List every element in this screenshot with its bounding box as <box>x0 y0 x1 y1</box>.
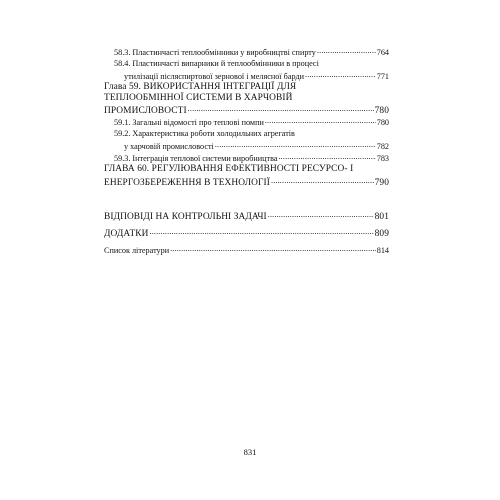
toc-entry-page: 780 <box>376 118 389 127</box>
toc-references[interactable] <box>104 244 389 256</box>
toc-entry-58-3[interactable] <box>114 46 389 58</box>
toc-entry-page: 771 <box>376 72 389 81</box>
toc-entry-page: 780 <box>374 106 389 116</box>
toc-entry-page: 764 <box>376 48 389 57</box>
toc-entry-page: 790 <box>374 178 389 188</box>
toc-entry-page: 782 <box>376 142 389 151</box>
toc-entry-text: 58.3. Пластинчасті теплообмінники у виробництві спирту <box>114 48 316 57</box>
toc-entry-58-4-cont[interactable] <box>124 70 389 82</box>
toc-entry-text: Список літератури <box>104 246 170 255</box>
toc-leader-dots <box>271 176 374 185</box>
toc-leader-dots <box>188 104 374 113</box>
toc-entry-page: 814 <box>376 246 389 255</box>
toc-leader-dots <box>265 116 376 125</box>
toc-entry-text: 59.2. Характеристика роботи холодильних агрегатів <box>114 129 295 138</box>
toc-entry-text: ЕНЕРГОЗБЕРЕЖЕННЯ В ТЕХНОЛОГІЇ <box>104 178 270 188</box>
toc-entry-59-3[interactable] <box>114 152 389 164</box>
toc-answers[interactable] <box>104 210 389 223</box>
toc-leader-dots <box>268 210 374 219</box>
toc-chapter-59[interactable] <box>104 82 296 93</box>
toc-entry-text: ВІДПОВІДІ НА КОНТРОЛЬНІ ЗАДАЧІ <box>104 212 267 222</box>
toc-entry-text: ГЛАВА 60. РЕГУЛЮВАННЯ ЕФЕКТИВНОСТІ РЕСУРСО- І <box>104 164 354 174</box>
toc-entry-page: 809 <box>374 229 389 239</box>
toc-entry-page: 801 <box>374 212 389 222</box>
toc-chapter-60[interactable] <box>104 164 353 175</box>
toc-entry-text: у харчовій промисловості <box>124 142 214 151</box>
page-number: 831 <box>243 447 257 457</box>
toc-leader-dots <box>170 244 376 253</box>
toc-leader-dots <box>150 227 374 236</box>
toc-entry-text: ДОДАТКИ <box>104 229 149 239</box>
toc-entry-59-2[interactable] <box>114 128 295 139</box>
toc-entry-59-2-cont[interactable] <box>124 140 389 152</box>
toc-entry-59-1[interactable] <box>114 116 389 128</box>
toc-entry-text: ПРОМИСЛОВОСТІ <box>104 106 187 116</box>
toc-entry-text: 59.1. Загальні відомості про теплові помпи <box>114 118 264 127</box>
toc-entry-text: утилізації післяспиртової зернової і меляcної барди <box>124 72 304 81</box>
toc-leader-dots <box>278 152 375 161</box>
toc-appendices[interactable] <box>104 227 389 240</box>
toc-entry-58-4[interactable] <box>114 58 319 69</box>
toc-leader-dots <box>305 70 376 79</box>
toc-entry-text: Глава 59. ВИКОРИСТАННЯ ІНТЕГРАЦІЇ ДЛЯ <box>104 82 297 92</box>
toc-leader-dots <box>215 140 376 149</box>
toc-entry-text: 58.4. Пластинчасті випарники й теплообмінники в процесі <box>114 59 319 68</box>
toc-entry-text: ТЕПЛООБМІННОЇ СИСТЕМИ В ХАРЧОВІЙ <box>104 93 293 103</box>
toc-entry-page: 783 <box>376 154 389 163</box>
toc-chapter-59-cont1[interactable] <box>104 93 292 104</box>
toc-chapter-60-cont[interactable] <box>104 176 389 189</box>
toc-leader-dots <box>317 46 376 55</box>
toc-entry-text: 59.3. Інтеграція теплової системи виробництва <box>114 154 278 163</box>
